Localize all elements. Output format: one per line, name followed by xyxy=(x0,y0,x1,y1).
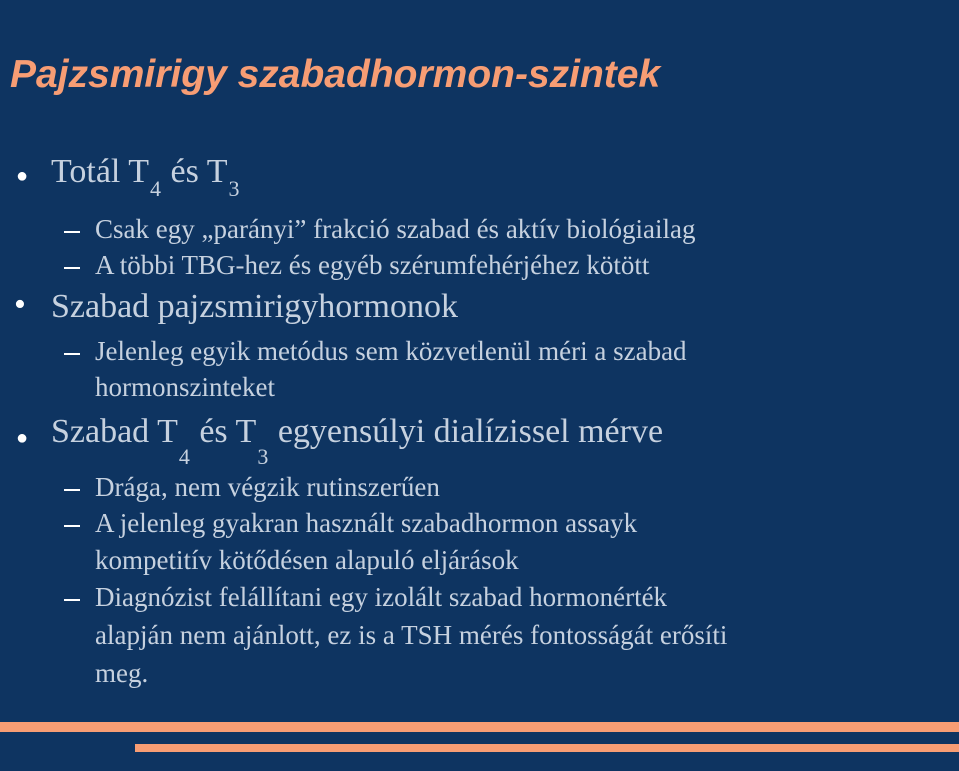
sub-bullet-continuation: alapján nem ajánlott, ez is a TSH mérés fontosságát erősíti xyxy=(95,620,728,650)
bullet-dot-icon: • xyxy=(14,286,26,323)
subscript: 4 xyxy=(150,176,162,201)
sub-bullet: Drága, nem végzik rutinszerűen xyxy=(95,472,440,502)
bullet-free-thyroid-hormones: Szabad pajzsmirigyhormonok xyxy=(51,288,458,325)
sub-bullet: Diagnózist felállítani egy izolált szabad hormonérték xyxy=(95,582,668,612)
subscript: 3 xyxy=(257,444,269,469)
bullet-dot-icon: ● xyxy=(16,165,29,187)
separator-bar xyxy=(135,744,959,752)
bullet-text: és T xyxy=(190,413,257,450)
slide-title: Pajzsmirigy szabadhormon-szintek xyxy=(10,53,661,96)
bullet-text: Totál T xyxy=(51,153,150,190)
sub-bullet: A többi TBG-hez és egyéb szérumfehérjéhez kötött xyxy=(95,250,650,280)
sub-bullet: Csak egy „parányi” frakció szabad és aktív biológiailag xyxy=(95,214,696,244)
dash-icon xyxy=(64,267,80,269)
dash-icon xyxy=(64,489,80,491)
dash-icon xyxy=(64,353,80,355)
sub-bullet: Jelenleg egyik metódus sem közvetlenül méri a szabad xyxy=(95,336,687,366)
dash-icon xyxy=(64,599,80,601)
subscript: 4 xyxy=(178,444,190,469)
bullet-dot-icon: ● xyxy=(16,427,29,449)
dash-icon xyxy=(64,525,80,527)
dash-icon xyxy=(64,231,80,233)
bullet-total-t4-t3 xyxy=(51,152,241,201)
subscript: 3 xyxy=(228,176,240,201)
bullet-free-t4-t3-dialysis xyxy=(51,412,664,469)
separator-bar xyxy=(0,722,959,732)
sub-bullet: A jelenleg gyakran használt szabadhormon assayk xyxy=(95,508,638,538)
sub-bullet-continuation: hormonszinteket xyxy=(95,372,275,402)
bullet-text: és T xyxy=(162,153,228,190)
bullet-text: egyensúlyi dialízissel mérve xyxy=(269,413,664,450)
sub-bullet-continuation: meg. xyxy=(95,658,149,688)
bullet-text: Szabad T xyxy=(51,413,178,450)
sub-bullet-continuation: kompetitív kötődésen alapuló eljárások xyxy=(95,545,519,575)
